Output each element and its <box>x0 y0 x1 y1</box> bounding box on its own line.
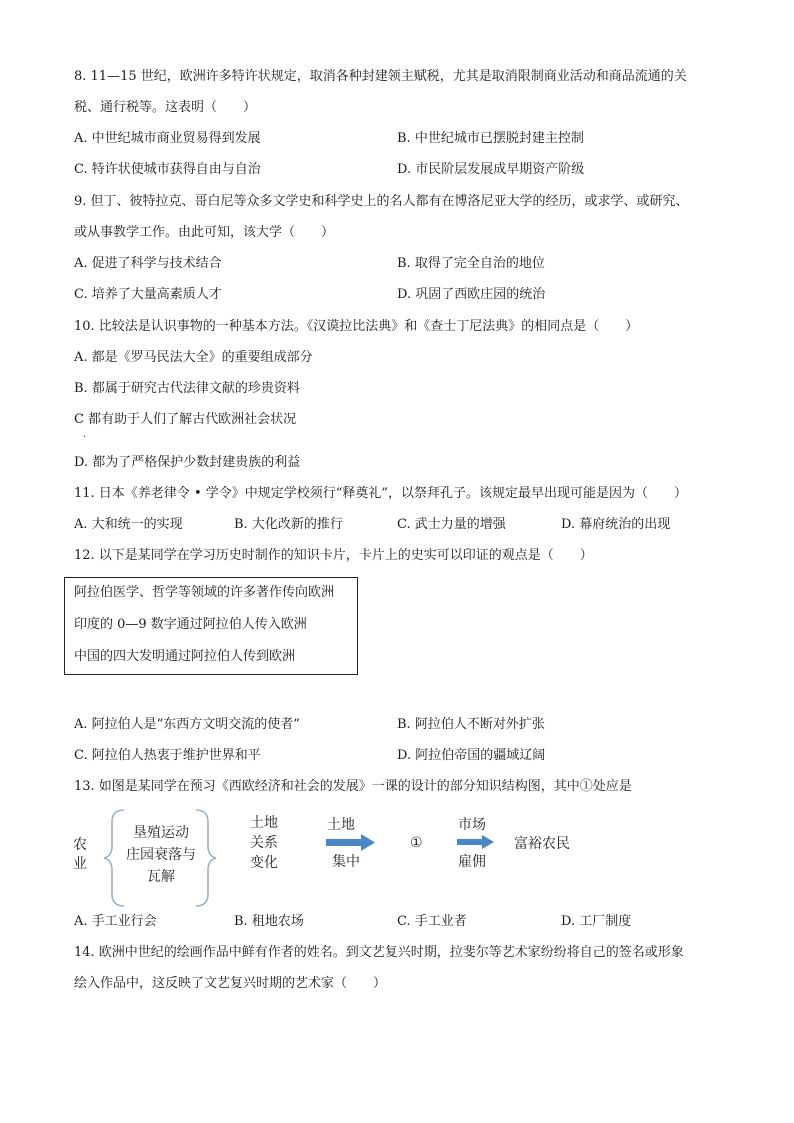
diagram-blank-marker: ① <box>410 835 423 851</box>
diagram-brace-item-2: 庄园衰落与 <box>126 847 196 863</box>
diagram-arrow2-top-label: 市场 <box>458 817 486 833</box>
q9-option-a: A. 促进了科学与技术结合 <box>74 256 222 271</box>
q12-card-line-3: 中国的四大发明通过阿拉伯人传到欧洲 <box>74 649 296 664</box>
diagram-land-relation-2: 关系 <box>250 835 278 851</box>
diagram-arrow2-bottom-label: 雇佣 <box>458 854 486 870</box>
q12-option-d: D. 阿拉伯帝国的疆域辽阔 <box>397 748 546 763</box>
q14-stem-line2: 绘入作品中，这反映了文艺复兴时期的艺术家（ ） <box>74 976 387 991</box>
q10-stem-line1: 10. 比较法是认识事物的一种基本方法。《汉谟拉比法典》和《查士丁尼法典》的相同点是（ ） <box>74 319 639 334</box>
q9-option-d: D. 巩固了西欧庄园的统治 <box>397 287 546 302</box>
q8-stem-line2: 税、通行税等。这表明（ ） <box>74 100 257 115</box>
q11-option-c: C. 武士力量的增强 <box>397 517 506 532</box>
q9-option-b: B. 取得了完全自治的地位 <box>397 256 545 271</box>
diagram-land-relation-1: 土地 <box>250 815 278 831</box>
q13-structure-diagram <box>64 808 664 908</box>
q10-option-c: C 都有助于人们了解古代欧洲社会状况 <box>74 412 297 427</box>
q14-stem-line1: 14. 欧洲中世纪的绘画作品中鲜有作者的姓名。到文艺复兴时期，拉斐尔等艺术家纷纷将自己的签名或形象 <box>74 945 684 960</box>
q10-option-b: B. 都属于研究古代法律文献的珍贵资料 <box>74 381 300 396</box>
q13-option-d: D. 工厂制度 <box>561 914 632 929</box>
q8-option-b: B. 中世纪城市已摆脱封建主控制 <box>397 131 584 146</box>
q11-option-b: B. 大化改新的推行 <box>234 517 343 532</box>
diagram-arrow1-top-label: 土地 <box>327 817 355 833</box>
q8-option-a: A. 中世纪城市商业贸易得到发展 <box>74 131 261 146</box>
q9-option-c: C. 培养了大量高素质人才 <box>74 287 222 302</box>
diagram-brace-item-3: 瓦解 <box>147 869 175 885</box>
q11-stem-line1: 11. 日本《养老律令 • 学令》中规定学校须行“释奠礼”，以祭拜孔子。该规定最早出现可能是因为（ ） <box>74 486 688 501</box>
q8-option-d: D. 市民阶层发展成早期资产阶级 <box>397 162 585 177</box>
q10-option-a: A. 都是《罗马民法大全》的重要组成部分 <box>74 350 313 365</box>
left-brace <box>104 810 124 906</box>
q8-stem-line1: 8. 11—15 世纪，欧洲许多特许状规定，取消各种封建领主赋税，尤其是取消限制商业活动和商品流通的关 <box>74 69 687 84</box>
diagram-land-relation-3: 变化 <box>250 855 278 871</box>
diagram-result-label: 富裕农民 <box>514 836 570 852</box>
q12-card-line-2: 印度的 0—9 数字通过阿拉伯人传入欧洲 <box>74 617 307 632</box>
q8-option-c: C. 特许状使城市获得自由与自治 <box>74 162 261 177</box>
q11-option-d: D. 幕府统治的出现 <box>561 517 671 532</box>
diagram-agriculture-label: 农业 <box>73 837 87 872</box>
q12-stem-line1: 12. 以下是某同学在学习历史时制作的知识卡片，卡片上的史实可以印证的观点是（ ） <box>74 548 593 563</box>
q13-option-b: B. 租地农场 <box>234 914 304 929</box>
q9-stem-line1: 9. 但丁、彼特拉克、哥白尼等众多文学史和科学史上的名人都有在博洛尼亚大学的经历，或求学、或研究、 <box>74 194 689 209</box>
q12-option-a: A. 阿拉伯人是“东西方文明交流的使者” <box>74 717 300 732</box>
arrow-land-concentration <box>326 834 375 851</box>
q9-stem-line2: 或从事教学工作。由此可知，该大学（ ） <box>74 225 335 240</box>
q10-stray-mark: . <box>83 429 87 440</box>
q13-option-c: C. 手工业者 <box>397 914 467 929</box>
arrow-market-hiring <box>457 835 494 849</box>
q12-card-line-1: 阿拉伯医学、哲学等领域的许多著作传向欧洲 <box>74 585 335 600</box>
q13-option-a: A. 手工业行会 <box>74 914 157 929</box>
q12-knowledge-card <box>64 577 358 675</box>
q12-option-c: C. 阿拉伯人热衷于维护世界和平 <box>74 748 261 763</box>
q10-option-d: D. 都为了严格保护少数封建贵族的利益 <box>74 455 301 470</box>
diagram-brace-item-1: 垦殖运动 <box>133 825 189 841</box>
q13-stem-line1: 13. 如图是某同学在预习《西欧经济和社会的发展》一课的设计的部分知识结构图，其中①处应是 <box>74 779 632 794</box>
q11-option-a: A. 大和统一的实现 <box>74 517 183 532</box>
q12-option-b: B. 阿拉伯人不断对外扩张 <box>397 717 545 732</box>
diagram-arrow1-bottom-label: 集中 <box>332 854 360 870</box>
